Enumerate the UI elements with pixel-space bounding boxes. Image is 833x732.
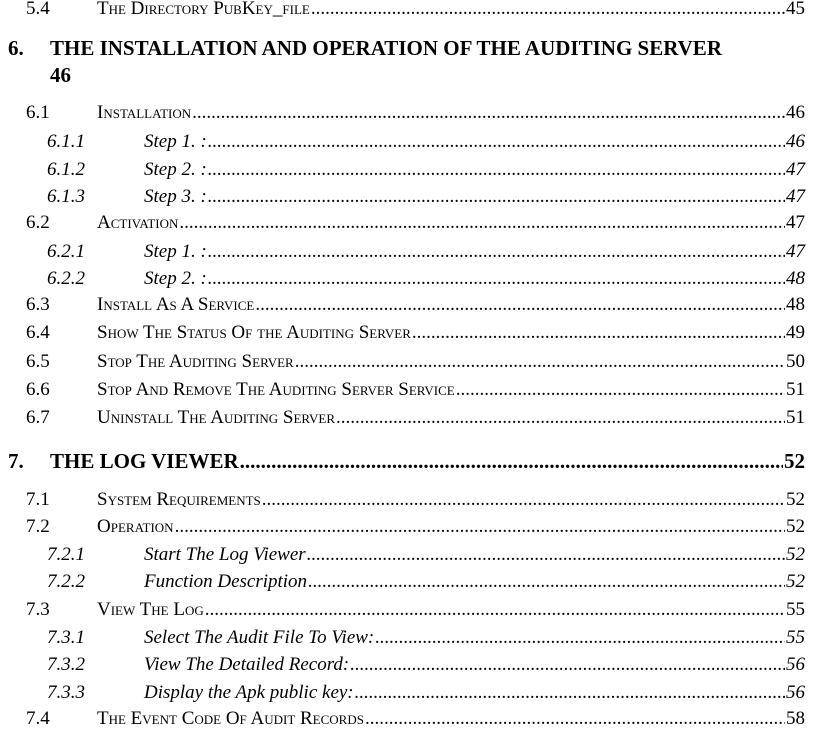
toc-entry-6-3[interactable] bbox=[26, 294, 805, 316]
toc-leader bbox=[456, 379, 785, 401]
toc-leader bbox=[208, 268, 785, 290]
toc-number: 6. bbox=[8, 36, 24, 60]
toc-leader bbox=[179, 212, 785, 234]
toc-entry-6-1-1[interactable] bbox=[47, 131, 805, 153]
toc-page: 51 bbox=[786, 379, 805, 400]
toc-page: 55 bbox=[786, 599, 805, 620]
toc-page: 56 bbox=[786, 682, 805, 703]
toc-number: 6.1.3 bbox=[47, 186, 85, 207]
toc-page: 48 bbox=[786, 294, 805, 315]
toc-title: System Requirements bbox=[97, 489, 261, 510]
toc-page: 52 bbox=[784, 449, 805, 473]
toc-entry-7-3-1[interactable] bbox=[47, 627, 805, 649]
toc-entry-6-1[interactable] bbox=[26, 102, 805, 124]
toc-title: Uninstall The Auditing Server bbox=[97, 407, 336, 428]
toc-title: THE LOG VIEWER bbox=[50, 449, 239, 473]
toc-number: 6.2.1 bbox=[47, 241, 85, 262]
toc-leader bbox=[412, 322, 785, 344]
toc-page: 46 bbox=[786, 102, 805, 123]
toc-number: 7. bbox=[8, 449, 24, 473]
toc-title: Operation bbox=[97, 516, 174, 537]
toc-entry-5-4[interactable] bbox=[26, 0, 805, 20]
toc-number: 7.3.3 bbox=[47, 682, 85, 703]
toc-number: 6.4 bbox=[26, 322, 50, 343]
toc-page: 48 bbox=[786, 268, 805, 289]
toc-entry-6-7[interactable] bbox=[26, 407, 805, 429]
toc-leader bbox=[375, 627, 785, 649]
toc-number: 5.4 bbox=[26, 0, 50, 19]
toc-number: 7.2.1 bbox=[47, 544, 85, 565]
toc-leader bbox=[350, 654, 785, 676]
toc-page: 51 bbox=[786, 407, 805, 428]
toc-title: Installation bbox=[97, 102, 192, 123]
toc-number: 7.3.1 bbox=[47, 627, 85, 648]
toc-page: 52 bbox=[786, 516, 805, 537]
toc-title: Display the Apk public key: bbox=[144, 682, 354, 703]
toc-page: 55 bbox=[786, 627, 805, 648]
toc-page: 47 bbox=[786, 186, 805, 207]
toc-page: 52 bbox=[786, 571, 805, 592]
toc-title: View The Log bbox=[97, 599, 204, 620]
toc-number: 6.5 bbox=[26, 351, 50, 372]
toc-entry-6-1-2[interactable] bbox=[47, 159, 805, 181]
toc-number: 6.2 bbox=[26, 212, 50, 233]
toc-entry-7-1[interactable] bbox=[26, 489, 805, 511]
toc-title: Stop The Auditing Server bbox=[97, 351, 294, 372]
toc-page: 46 bbox=[50, 63, 71, 87]
toc-entry-7-3-3[interactable] bbox=[47, 682, 805, 704]
toc-page: 47 bbox=[786, 159, 805, 180]
toc-number: 7.3.2 bbox=[47, 654, 85, 675]
toc-title: Step 1. : bbox=[144, 241, 207, 262]
toc-title: Show The Status Of the Auditing Server bbox=[97, 322, 411, 343]
toc-entry-6-5[interactable] bbox=[26, 351, 805, 373]
toc-title: Step 2. : bbox=[144, 268, 207, 289]
toc-leader bbox=[336, 407, 785, 429]
toc-leader bbox=[307, 544, 785, 566]
toc-leader bbox=[208, 186, 785, 208]
toc-entry-7-2[interactable] bbox=[26, 516, 805, 538]
toc-entry-7-2-2[interactable] bbox=[47, 571, 805, 593]
toc-page: 52 bbox=[786, 489, 805, 510]
toc-leader bbox=[311, 0, 785, 20]
toc-leader bbox=[262, 489, 785, 511]
toc-title: Step 2. : bbox=[144, 159, 207, 180]
toc-leader bbox=[175, 516, 785, 538]
toc-entry-6-6[interactable] bbox=[26, 379, 805, 401]
toc-number: 6.1.1 bbox=[47, 131, 85, 152]
toc-title: THE INSTALLATION AND OPERATION OF THE AUDITING SERVER bbox=[50, 36, 722, 60]
toc-entry-6-1-3[interactable] bbox=[47, 186, 805, 208]
toc-entry-7-3-2[interactable] bbox=[47, 654, 805, 676]
toc-title: Start The Log Viewer bbox=[144, 544, 306, 565]
toc-leader bbox=[240, 449, 783, 474]
toc-page: 58 bbox=[786, 708, 805, 729]
toc-number: 7.4 bbox=[26, 708, 50, 729]
toc-page: 52 bbox=[786, 544, 805, 565]
toc-leader bbox=[208, 159, 785, 181]
toc-title: Stop And Remove The Auditing Server Service bbox=[97, 379, 455, 400]
toc-leader bbox=[192, 102, 785, 124]
toc-number: 6.2.2 bbox=[47, 268, 85, 289]
toc-page: 47 bbox=[786, 241, 805, 262]
toc-entry-7-2-1[interactable] bbox=[47, 544, 805, 566]
toc-page: 45 bbox=[786, 0, 805, 19]
toc-page: 56 bbox=[786, 654, 805, 675]
toc-number: 6.3 bbox=[26, 294, 50, 315]
toc-leader bbox=[308, 571, 785, 593]
toc-page: 50 bbox=[786, 351, 805, 372]
toc-entry-6-2[interactable] bbox=[26, 212, 805, 234]
toc-title: Function Description bbox=[144, 571, 308, 592]
toc-number: 6.6 bbox=[26, 379, 50, 400]
toc-number: 7.3 bbox=[26, 599, 50, 620]
toc-leader bbox=[208, 241, 785, 263]
toc-title: The Directory PubKey_file bbox=[97, 0, 310, 19]
toc-title: Step 3. : bbox=[144, 186, 207, 207]
toc-title: The Event Code Of Audit Records bbox=[97, 708, 364, 729]
toc-leader bbox=[255, 294, 785, 316]
toc-entry-6-4[interactable] bbox=[26, 322, 805, 344]
toc-entry-7[interactable] bbox=[8, 449, 805, 474]
toc-entry-6-2-1[interactable] bbox=[47, 241, 805, 263]
toc-title: Activation bbox=[97, 212, 179, 233]
toc-title: Step 1. : bbox=[144, 131, 207, 152]
toc-entry-7-4[interactable] bbox=[26, 708, 805, 730]
toc-entry-7-3[interactable] bbox=[26, 599, 805, 621]
toc-number: 7.2 bbox=[26, 516, 50, 537]
toc-number: 7.2.2 bbox=[47, 571, 85, 592]
toc-title: Install As A Service bbox=[97, 294, 255, 315]
toc-entry-6-2-2[interactable] bbox=[47, 268, 805, 290]
toc-title: Select The Audit File To View: bbox=[144, 627, 375, 648]
toc-title: View The Detailed Record: bbox=[144, 654, 350, 675]
toc-leader bbox=[208, 131, 785, 153]
toc-leader bbox=[355, 682, 785, 704]
toc-leader bbox=[205, 599, 785, 621]
toc-page: 46 bbox=[786, 131, 805, 152]
toc-number: 6.1 bbox=[26, 102, 50, 123]
toc-page: 47 bbox=[786, 212, 805, 233]
toc-number: 7.1 bbox=[26, 489, 50, 510]
toc-leader bbox=[365, 708, 785, 730]
toc-leader bbox=[295, 351, 785, 373]
toc-number: 6.1.2 bbox=[47, 159, 85, 180]
toc-number: 6.7 bbox=[26, 407, 50, 428]
toc-page: 49 bbox=[786, 322, 805, 343]
